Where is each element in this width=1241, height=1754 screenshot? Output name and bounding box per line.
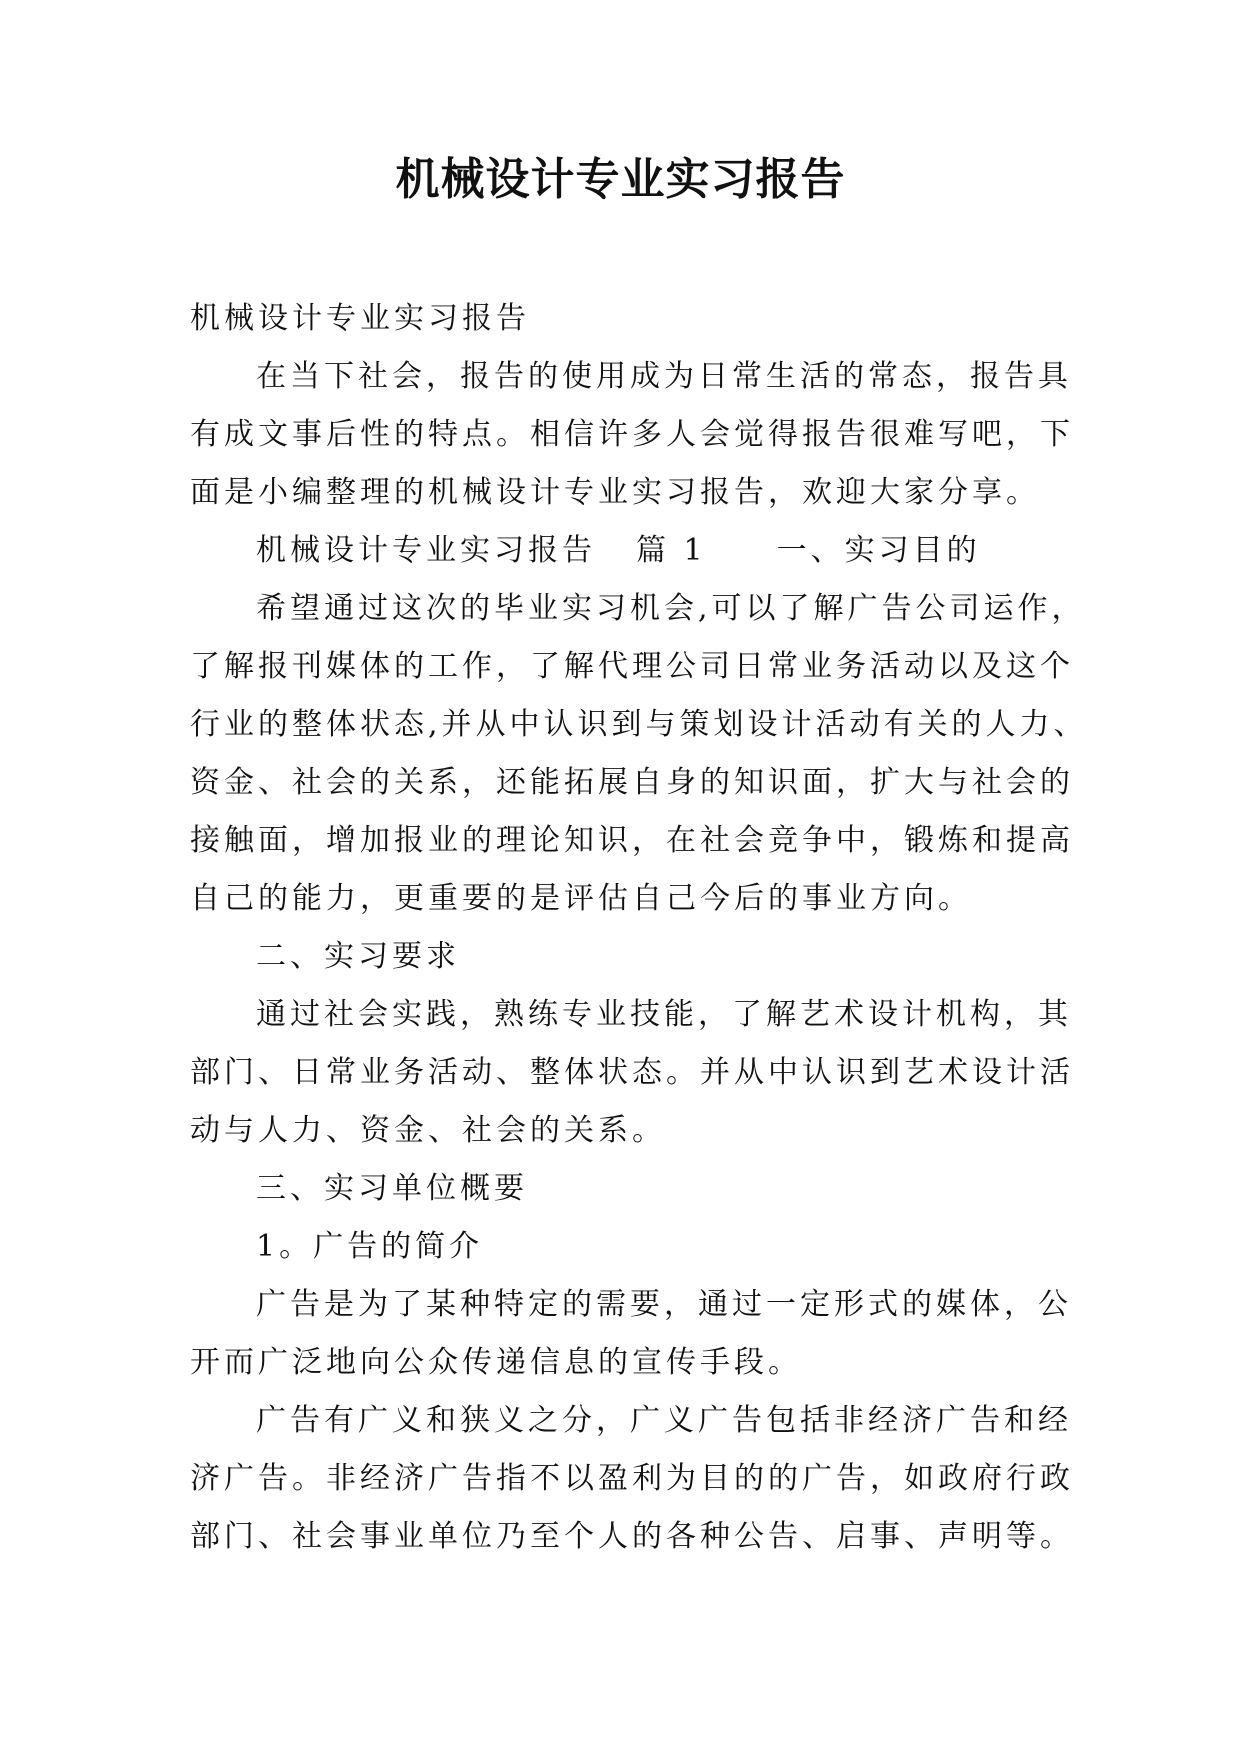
requirements-line: 部门、日常业务活动、整体状态。并从中认识到艺术设计活 (190, 1055, 1074, 1090)
intro-line: 有成文事后性的特点。相信许多人会觉得报告很难写吧，下 (190, 417, 1074, 452)
part-number: 篇 1 (636, 533, 707, 568)
purpose-paragraph (190, 580, 1088, 928)
intro-paragraph (190, 348, 1074, 522)
section-heading-purpose: 一、实习目的 (776, 533, 981, 568)
purpose-line: 接触面，增加报业的理论知识，在社会竞争中，锻炼和提高 (190, 823, 1074, 858)
document-title: 机械设计专业实习报告 (395, 154, 846, 205)
ad-definition-line: 开而广泛地向公众传递信息的宣传手段。 (190, 1345, 802, 1380)
ad-types-line: 济广告。非经济广告指不以盈利为目的的广告，如政府行政 (190, 1461, 1074, 1496)
intro-line: 在当下社会，报告的使用成为日常生活的常态，报告具 (256, 359, 1072, 394)
purpose-line: 自己的能力，更重要的是评估自己今后的事业方向。 (190, 881, 972, 916)
purpose-line: 希望通过这次的毕业实习机会,可以了解广告公司运作， (256, 591, 1086, 626)
part-title: 机械设计专业实习报告 (256, 533, 596, 568)
purpose-line: 资金、社会的关系，还能拓展自身的知识面，扩大与社会的 (190, 765, 1074, 800)
subtitle-line: 机械设计专业实习报告 (190, 301, 530, 336)
ad-types-line: 部门、社会事业单位乃至个人的各种公告、启事、声明等。 (190, 1519, 1074, 1554)
purpose-line: 行业的整体状态,并从中认识到与策划设计活动有关的人力、 (190, 707, 1088, 742)
requirements-line: 通过社会实践，熟练专业技能，了解艺术设计机构，其 (256, 997, 1072, 1032)
ad-definition-paragraph (190, 1276, 1072, 1392)
ad-types-paragraph (190, 1392, 1074, 1566)
ad-types-line: 广告有广义和狭义之分，广义广告包括非经济广告和经 (256, 1403, 1072, 1438)
ad-definition-line: 广告是为了某种特定的需要，通过一定形式的媒体，公 (256, 1287, 1072, 1322)
purpose-line: 了解报刊媒体的工作，了解代理公司日常业务活动以及这个 (190, 649, 1074, 684)
section-heading-requirements: 二、实习要求 (256, 939, 460, 974)
section-heading-unit: 三、实习单位概要 (256, 1171, 528, 1206)
requirements-line: 动与人力、资金、社会的关系。 (190, 1113, 666, 1148)
intro-line: 面是小编整理的机械设计专业实习报告，欢迎大家分享。 (190, 475, 1040, 510)
part-header-line (190, 522, 1060, 580)
requirements-paragraph (190, 986, 1074, 1160)
document-body (190, 290, 1088, 1566)
subsection-heading-ad-intro: 1。广告的简介 (256, 1229, 484, 1264)
